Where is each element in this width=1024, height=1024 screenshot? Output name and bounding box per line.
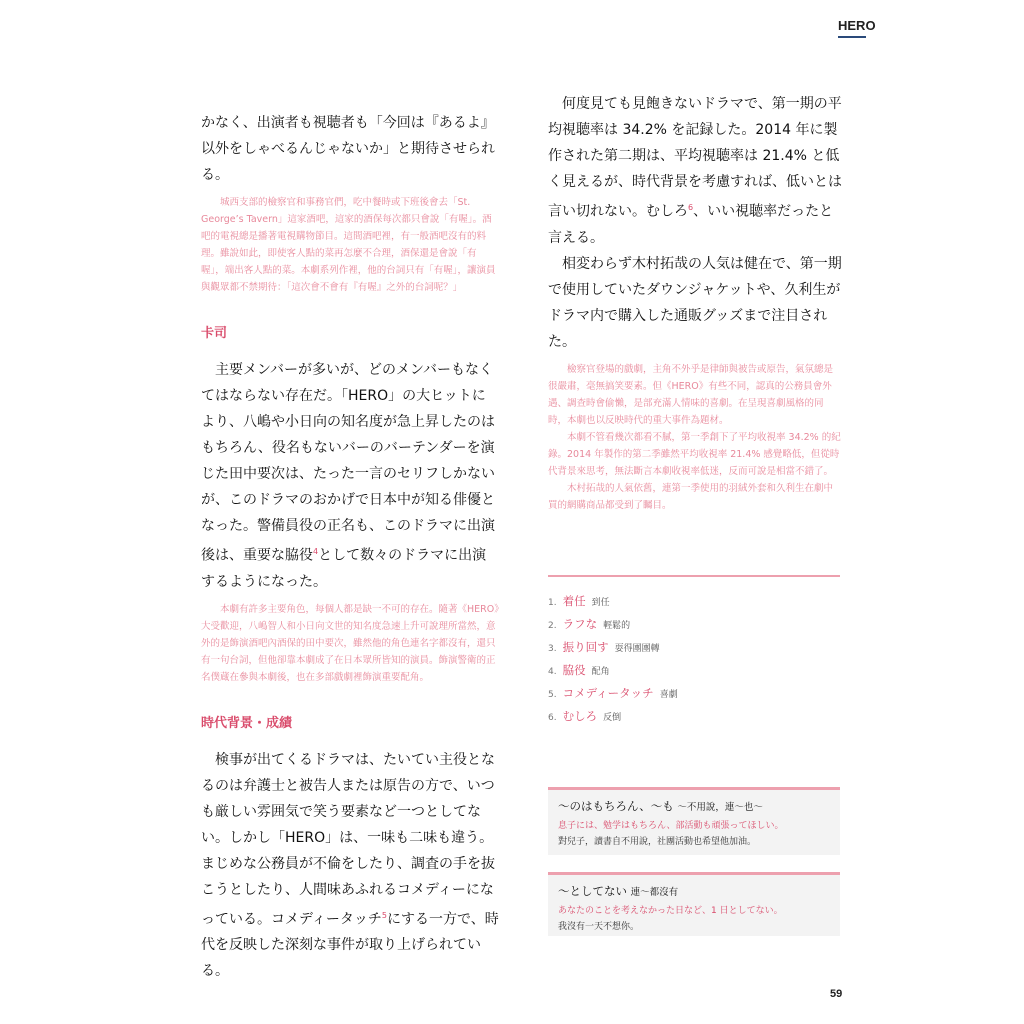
vocab-meaning: 到任 xyxy=(591,598,610,608)
paragraph-4-text: 何度見ても見飽きないドラマで、第一期の平均視聴率は 34.2% を記録した。2014 年に製作された第二期は、平均視聴率は 21.4% と低く見えるが、時代背景を考慮すれば、低いとは言い切れない。むしろ xyxy=(548,96,842,220)
japanese-paragraph-1: かなく、出演者も視聴者も「今回は『あるよ』以外をしゃべるんじゃないか」と期待させられる。 xyxy=(201,115,495,183)
japanese-paragraph-5: 相変わらず木村拓哉の人気は健在で、第一期で使用していたダウンジャケットや、久利生がドラマ内で購入した通販グッズまで注目された。 xyxy=(548,255,842,350)
vocabulary-list xyxy=(548,575,840,729)
vocab-meaning: 喜劇 xyxy=(659,690,678,700)
grammar-translation: 對兒子，讀書自不用說，社團活動也希望他加油。 xyxy=(558,837,757,847)
grammar-pattern: ～のはもちろん、～も xyxy=(558,799,674,813)
page-number: 59 xyxy=(830,988,843,1000)
grammar-meaning: 連～都沒有 xyxy=(630,887,679,898)
translation-paragraph-1: 城西支部的檢察官和事務官們，吃中餐時或下班後會去「St. George’s Tavern」這家酒吧，這家的酒保每次都只會說「有喔」。酒吧的電視總是播著電視購物節目。這間酒吧裡，有一般酒吧沒有的料理。雖說如此，即使客人點的菜再怎麼不合理，酒保還是會說「有喔」，端出客人點的菜。本劇系列作裡，他的台詞只有「有喔」，讓演員與觀眾都不禁期待：「這次會不會有『有喔』之外的台詞呢？」 xyxy=(201,197,496,293)
grammar-meaning: ～不用說，連～也～ xyxy=(677,802,763,813)
vocab-word: むしろ xyxy=(562,709,598,723)
footnote-mark-4: 4 xyxy=(313,547,319,556)
translation-paragraph-2: 本劇有許多主要角色，每個人都是缺一不可的存在。隨著《HERO》大受歡迎，八嶋智人和小日向文世的知名度急速上升可說理所當然，意外的是飾演酒吧內酒保的田中要次，雖然他的角色連名字都沒有，還只有一句台詞，但他卻靠本劇成了在日本眾所皆知的演員。飾演警衛的正名僕蔵在參與本劇後，也在多部戲劇裡飾演重要配角。 xyxy=(201,603,499,683)
vocab-meaning: 反倒 xyxy=(603,713,622,723)
vocab-item xyxy=(548,637,840,660)
vocab-number: 5. xyxy=(548,690,557,700)
header-rule xyxy=(838,36,866,38)
vocab-number: 2. xyxy=(548,621,557,631)
grammar-box-1 xyxy=(548,787,840,855)
vocab-number: 3. xyxy=(548,644,557,654)
vocab-word: 振り回す xyxy=(562,640,609,654)
vocab-item xyxy=(548,660,840,683)
paragraph-2-text: 主要メンバーが多いが、どのメンバーもなくてはならない存在だ。「HERO」の大ヒットにより、八嶋や小日向の知名度が急上昇したのはもちろん、役名もないバーのバーテンダーを演じた田中要次は、たった一言のセリフしかないが、このドラマのおかげで日本中が知る俳優となった。警備員役の正名も、このドラマに出演後は、重要な脇役 xyxy=(201,362,495,564)
right-column xyxy=(548,83,842,514)
left-column xyxy=(201,102,499,984)
vocab-number: 4. xyxy=(548,667,557,677)
footnote-mark-5: 5 xyxy=(381,910,387,920)
vocab-item xyxy=(548,591,840,614)
vocab-number: 6. xyxy=(548,713,557,723)
japanese-paragraph-4 xyxy=(548,83,842,251)
vocab-meaning: 輕鬆的 xyxy=(603,621,631,631)
grammar-box-2 xyxy=(548,872,840,936)
section-heading-background: 時代背景・成績 xyxy=(201,715,293,731)
paragraph-3-end: にする一方で、時代を反映した深刻な事件が取り上げられている。 xyxy=(201,911,499,980)
grammar-pattern: ～としてない xyxy=(558,884,627,898)
footnote-mark-6: 6 xyxy=(688,203,694,212)
translation-paragraph-4: 本劇不管看幾次都看不膩，第一季創下了平均收視率 34.2% 的紀錄。2014 年製作的第二季雖然平均收視率 21.4% 感覺略低，但從時代背景來思考，無法斷言本劇收視率低迷，反而可說是相當不錯了。 xyxy=(548,431,841,477)
paragraph-4-end: 、いい視聴率だったと言える。 xyxy=(548,203,834,246)
translation-paragraph-3: 檢察官登場的戲劇，主角不外乎是律師與被告或原告，氣氛總是很嚴肅，毫無搞笑要素。但《HERO》有些不同，認真的公務員會外遇、調查時會偷懶，是部充滿人情味的喜劇。在呈現喜劇風格的同時，本劇也以反映時代的重大事件為題材。 xyxy=(548,363,834,426)
grammar-translation: 我沒有一天不想你。 xyxy=(558,922,640,932)
section-heading-cast: 卡司 xyxy=(201,326,228,341)
paragraph-2-end: として数々のドラマに出演するようになった。 xyxy=(201,547,487,590)
vocab-meaning: 耍得團團轉 xyxy=(614,644,660,654)
vocab-meaning: 配角 xyxy=(591,667,610,677)
grammar-example: 息子には、勉学はもちろん、部活動も頑張ってほしい。 xyxy=(558,821,784,831)
japanese-paragraph-3 xyxy=(201,739,499,985)
running-header: HERO xyxy=(838,18,876,33)
vocab-item xyxy=(548,683,840,706)
vocab-item xyxy=(548,706,840,729)
vocab-word: コメディータッチ xyxy=(562,686,654,700)
paragraph-3-text: 検事が出てくるドラマは、たいてい主役となるのは弁護士と被告人または原告の方で、いつも厳しい雰囲気で笑う要素など一つとしてない。しかし「HERO」は、一味も二味も違う。まじめな公務員が不倫をしたり、調査の手を抜こうとしたり、人間味あふれるコメディーになっている。コメディータッチ xyxy=(201,751,495,928)
vocab-word: 着任 xyxy=(562,594,586,608)
translation-paragraph-5: 木村拓哉的人氣依舊，連第一季使用的羽絨外套和久利生在劇中買的網購商品都受到了矚目。 xyxy=(548,482,834,511)
grammar-title xyxy=(558,883,830,899)
vocab-number: 1. xyxy=(548,598,557,608)
vocab-word: 脇役 xyxy=(562,663,586,677)
japanese-paragraph-2 xyxy=(201,349,499,595)
vocab-item xyxy=(548,614,840,637)
grammar-title xyxy=(558,798,830,814)
grammar-example: あなたのことを考えなかった日など、1 日としてない。 xyxy=(558,906,783,916)
vocab-word: ラフな xyxy=(562,617,598,631)
